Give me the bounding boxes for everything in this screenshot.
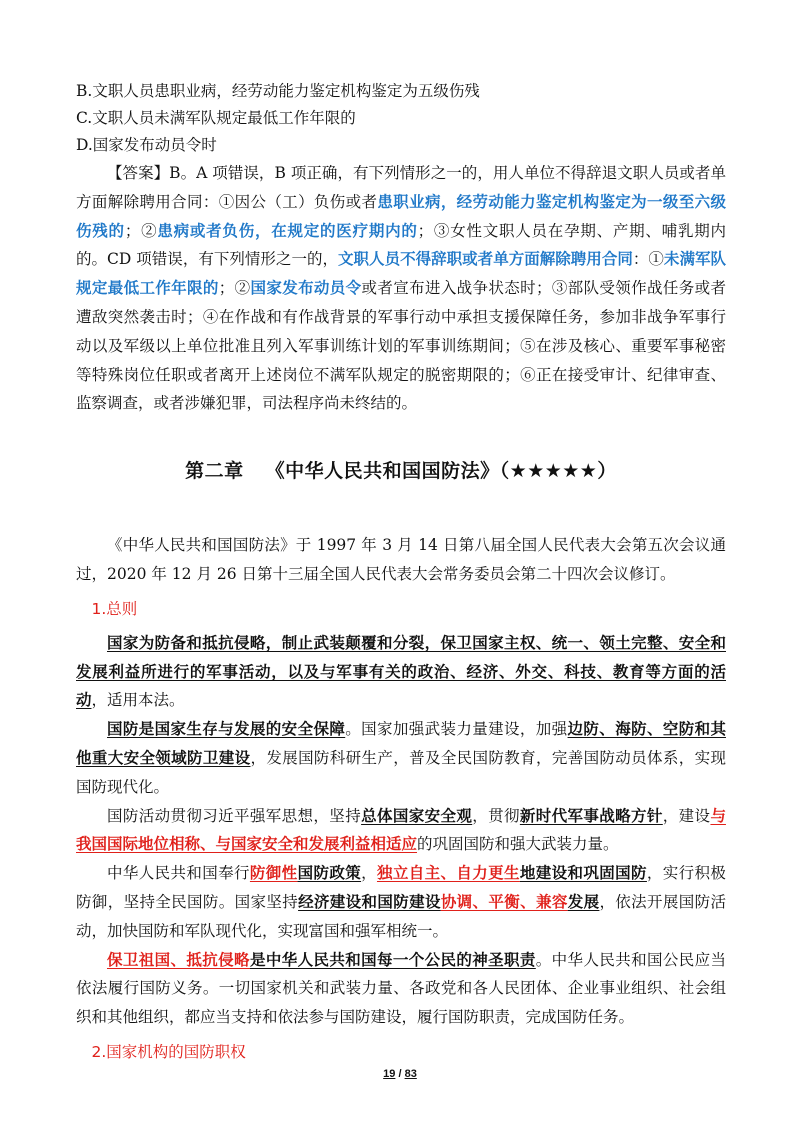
option-b: B.文职人员患职业病，经劳动能力鉴定机构鉴定为五级伤残 [76,82,480,100]
highlight-blue: 患职业病，经劳动能力鉴定机构鉴定为一级至六级伤残的 [76,191,726,240]
paragraph-2: 国防是国家生存与发展的安全保障。国家加强武装力量建设，加强边防、海防、空防和其他重大安全领域防卫建设，发展国防科研生产，普及全民国防教育，完善国防动员体系，实现国防现代化。 [76,719,726,796]
chapter-title: 《中华人民共和国国防法》（★★★★★） [265,460,617,483]
section-heading-1: 1.总则 [91,599,138,618]
highlight-blue: 未满军队规定最低工作年限的 [76,249,726,298]
option-c: C.文职人员未满军队规定最低工作年限的 [76,109,356,127]
total-pages: 83 [404,1068,417,1080]
chapter-heading [76,456,726,483]
section-heading-2: 2.国家机构的国防职权 [91,1042,246,1061]
paragraph-1: 国家为防备和抵抗侵略，制止武装颠覆和分裂，保卫国家主权、统一、领土完整、安全和发展利益所进行的军事活动，以及与军事有关的政治、经济、外交、科技、教育等方面的活动，适用本法。 [76,632,726,710]
page-number: 19 / 83 [383,1068,417,1080]
chapter-number: 第二章 [185,460,244,483]
current-page: 19 [383,1068,396,1080]
paragraph-5: 保卫祖国、抵抗侵略是中华人民共和国每一个公民的神圣职责。中华人民共和国公民应当依法履行国防义务。一切国家机关和武装力量、各政党和各人民团体、企业事业组织、社会组织和其他组织，都应当支持和依法参与国防建设，履行国防职责，完成国防任务。 [76,949,726,1027]
document-page [76,78,726,1072]
paragraph-3: 国防活动贯彻习近平强军思想，坚持总体国家安全观，贯彻新时代军事战略方针，建设与我国国际地位相称、与国家安全和发展利益相适应的巩固国防和强大武装力量。 [76,805,726,854]
highlight-blue: 文职人员不得辞职或者单方面解除聘用合同 [338,249,633,269]
option-d: D.国家发布动员令时 [76,136,217,154]
highlight-blue: 国家发布动员令 [250,278,362,298]
paragraph-4: 中华人民共和国奉行防御性国防政策，独立自主、自力更生地建设和巩固国防，实行积极防御，坚持全民国防。国家坚持经济建设和国防建设协调、平衡、兼容发展，依法开展国防活动，加快国防和军队现代化，实现富国和强军相统一。 [76,863,726,940]
highlight-blue: 患病或者负伤，在规定的医疗期内的 [157,220,418,240]
answer-paragraph: 【答案】B。A 项错误，B 项正确，有下列情形之一的，用人单位不得辞退文职人员或者单方面解除聘用合同：①因公（工）负伤或者患职业病，经劳动能力鉴定机构鉴定为一级至六级伤残的；②患病或者负伤，在规定的医疗期内的；③女性文职人员在孕期、产期、哺乳期内的。CD 项错误，有下列情形之一的，文职人员不得辞职或者单方面解除聘用合同：①未满军队规定最低工作年限的；②国家发布动员令或者宣布进入战争状态时；③部队受领作战任务或者遭敌突然袭击时；④在作战和有作战背景的军事行动中承担支援保障任务，参加非战争军事行动以及军级以上单位批准且列入军事训练计划的军事训练期间；⑤在涉及核心、重要军事秘密等特殊岗位任职或者离开上述岗位不满军队规定的脱密期限的；⑥正在接受审计、纪律审查、监察调查，或者涉嫌犯罪，司法程序尚未终结的。 [76,164,726,413]
intro-paragraph: 《中华人民共和国国防法》于 1997 年 3 月 14 日第八届全国人民代表大会第五次会议通过，2020 年 12 月 26 日第十三届全国人民代表大会常务委员会第二十四次会议修订。 [76,536,726,583]
